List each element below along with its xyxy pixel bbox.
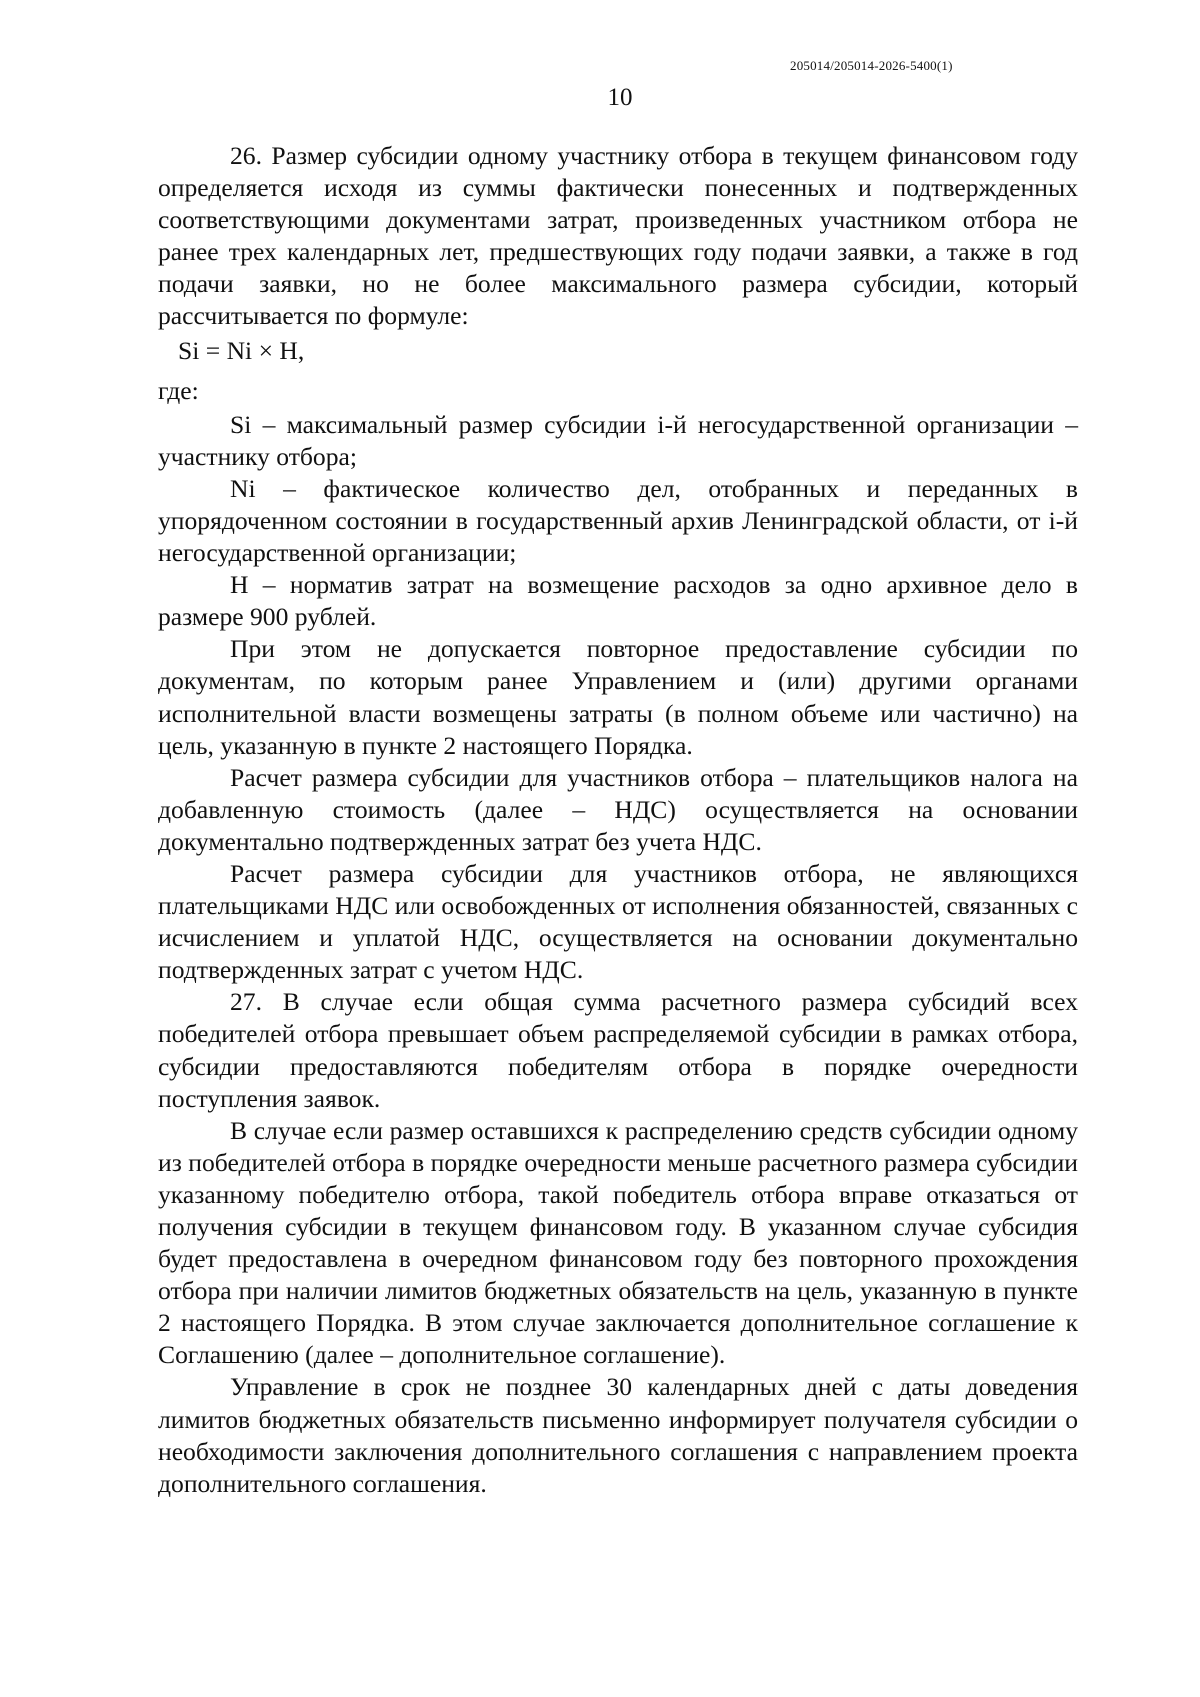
paragraph-management-notice: Управление в срок не позднее 30 календарных дней с даты доведения лимитов бюджетных обязательств письменно информирует получателя субсидии о необходимости заключения дополнительного соглашения с направлением проекта дополнительного соглашения.	[158, 1372, 1078, 1498]
definition-h: Н – норматив затрат на возмещение расходов за одно архивное дело в размере 900 рублей.	[158, 570, 1078, 632]
paragraph-26: 26. Размер субсидии одному участнику отбора в текущем финансовом году определяется исходя из суммы фактически понесенных и подтвержденных соответствующими документами затрат, произведенных участником отбора не ранее трех календарных лет, предшествующих году подачи заявки, а также в год подачи заявки, но не более максимального размера субсидии, который рассчитывается по формуле:	[158, 141, 1078, 331]
definition-si: Si – максимальный размер субсидии i-й негосударственной организации – участнику отбора;	[158, 409, 1078, 471]
paragraph-27: 27. В случае если общая сумма расчетного размера субсидий всех победителей отбора превышает объем распределяемой субсидии в рамках отбора, субсидии предоставляются победителям отбора в порядке очередности поступления заявок.	[158, 987, 1078, 1113]
definition-ni: Ni – фактическое количество дел, отобранных и переданных в упорядоченном состоянии в государственный архив Ленинградской области, от i-й негосударственной организации;	[158, 473, 1078, 568]
paragraph-remaining-funds: В случае если размер оставшихся к распределению средств субсидии одному из победителей отбора в порядке очередности меньше расчетного размера субсидии указанному победителю отбора, такой победитель отбора вправе отказаться от получения субсидии в текущем финансовом году. В указанном случае субсидия будет предоставлена в очередном финансовом году без повторного прохождения отбора при наличии лимитов бюджетных обязательств на цель, указанную в пункте 2 настоящего Порядка. В этом случае заключается дополнительное соглашение к Соглашению (далее – дополнительное соглашение).	[158, 1115, 1078, 1370]
paragraph-no-repeat-subsidy: При этом не допускается повторное предоставление субсидии по документам, по которым ранее Управлением и (или) другими органами исполнительной власти возмещены затраты (в полном объеме или частично) на цель, указанную в пункте 2 настоящего Порядка.	[158, 634, 1078, 760]
document-body	[158, 140, 1078, 1500]
page-number: 10	[607, 84, 633, 111]
document-id: 205014/205014-2026-5400(1)	[790, 58, 953, 73]
paragraph-non-vat-payers: Расчет размера субсидии для участников отбора, не являющихся плательщиками НДС или освобожденных от исполнения обязанностей, связанных с исчислением и уплатой НДС, осуществляется на основании документально подтвержденных затрат с учетом НДС.	[158, 858, 1078, 985]
paragraph-vat-payers: Расчет размера субсидии для участников отбора – плательщиков налога на добавленную стоимость (далее – НДС) осуществляется на основании документально подтвержденных затрат без учета НДС.	[158, 762, 1078, 856]
formula: Si = Ni × H,	[178, 335, 305, 365]
formula-where-label: где:	[158, 375, 199, 405]
